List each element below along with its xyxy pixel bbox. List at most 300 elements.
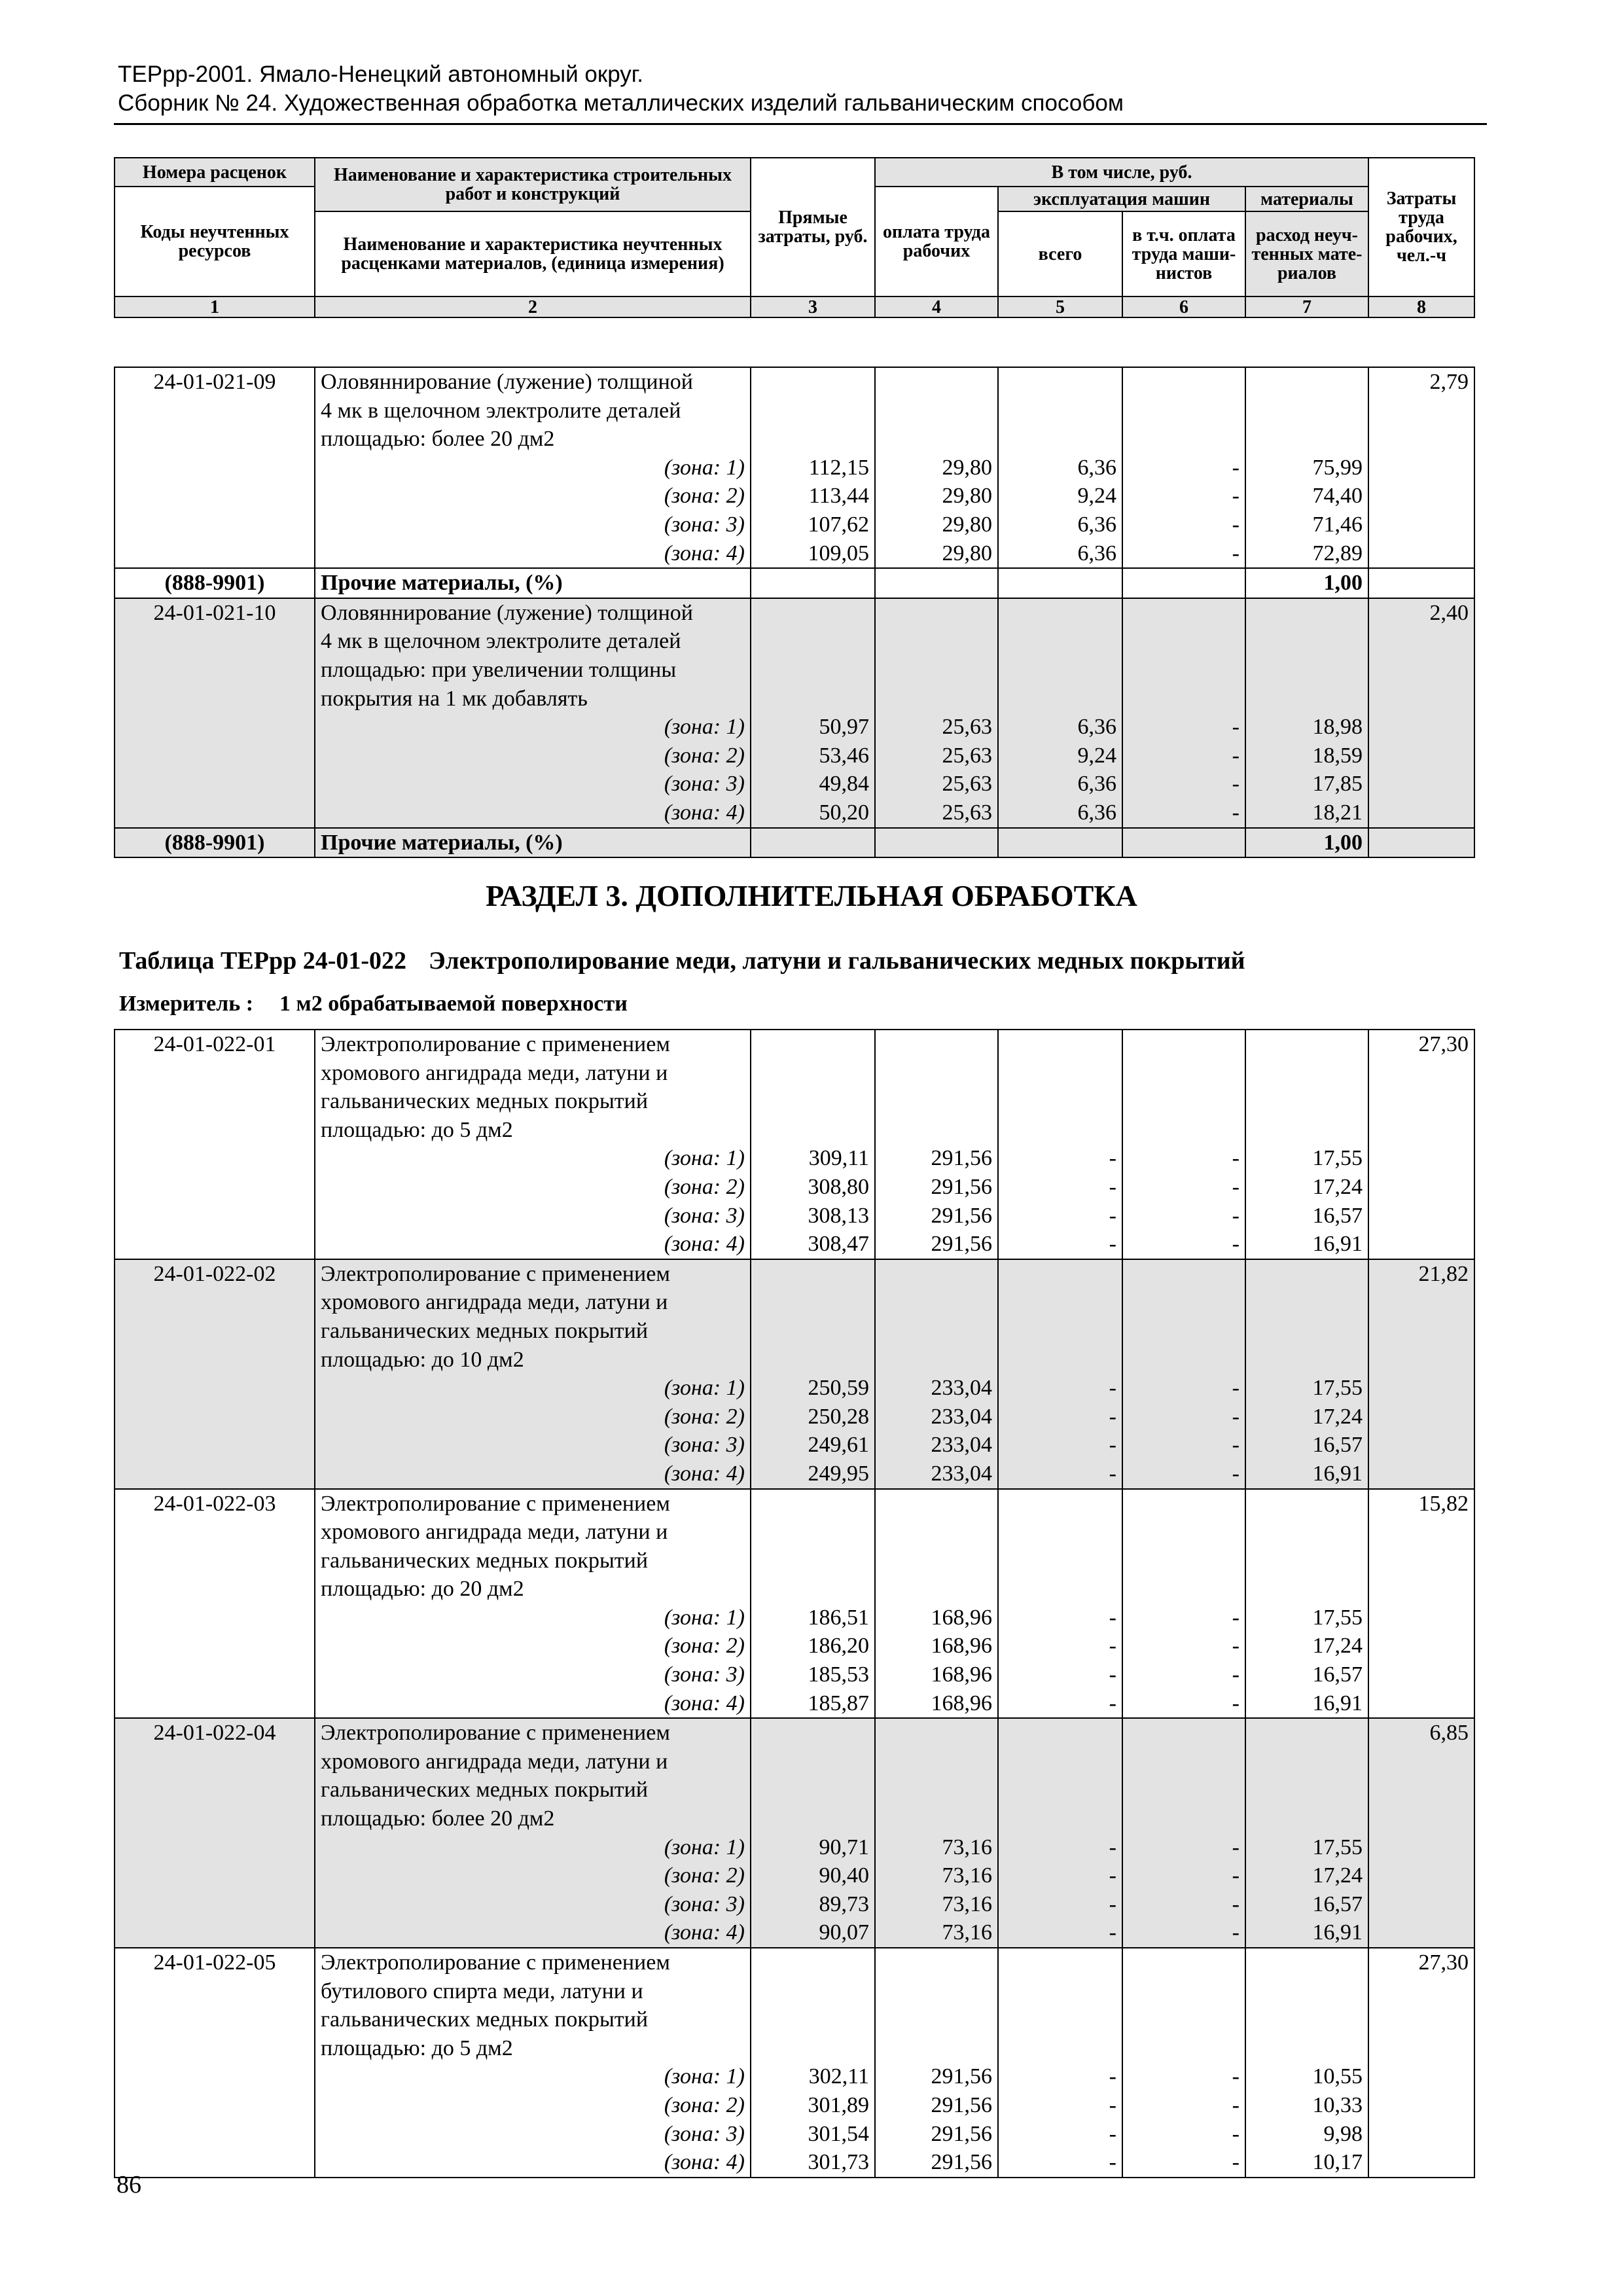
empty-cell (998, 828, 1122, 858)
machinist-pay-cell (1122, 1259, 1245, 1489)
table-name: Электрополирование меди, латуни и гальванических медных покрытий (429, 947, 1245, 975)
materials-cost: 18,21 (1312, 800, 1363, 825)
machinist-pay-cell (1122, 1030, 1245, 1259)
rates-table-bottom (114, 1029, 1475, 2178)
labor-pay: 29,80 (942, 455, 992, 480)
header-line-2: Сборник № 24. Художественная обработка металлических изделий гальваническим способом (118, 90, 1124, 116)
labor-pay-cell (875, 598, 998, 828)
machines-total: - (1109, 1605, 1116, 1630)
machines-cell (998, 1948, 1122, 2178)
page-number: 86 (116, 2171, 141, 2198)
rate-name-line: гальванических медных покрытий (321, 1089, 649, 1114)
machinist-pay: - (1232, 715, 1240, 740)
zone-label: (зона: 1) (664, 1376, 745, 1401)
materials-cell (1245, 1030, 1368, 1259)
col-res-name-header: Наименование и характеристика неучтенных расценками материалов, (единица измерения) (315, 211, 751, 296)
rate-name-line: Электрополирование с применением (321, 1032, 670, 1056)
rate-row (115, 598, 1474, 828)
empty-cell (875, 828, 998, 858)
rate-row (115, 1718, 1474, 1948)
col-num: 8 (1368, 296, 1474, 317)
labor-pay: 233,04 (931, 1433, 992, 1458)
zone-label: (зона: 3) (664, 772, 745, 797)
direct-cost-cell (751, 1948, 875, 2178)
material-name: Прочие материалы, (%) (315, 568, 751, 598)
rate-name (315, 1948, 751, 2178)
machines-total: - (1109, 1634, 1116, 1659)
col-num: 5 (998, 296, 1122, 317)
materials-cost: 10,55 (1312, 2064, 1363, 2089)
machines-total: 6,36 (1077, 800, 1116, 825)
direct-cost: 109,05 (808, 541, 869, 565)
labor-pay: 291,56 (931, 2121, 992, 2146)
rate-name-line: хромового ангидрада меди, латуни и (321, 1060, 668, 1085)
rate-name (315, 1259, 751, 1489)
direct-cost: 107,62 (808, 512, 869, 537)
machines-cell (998, 367, 1122, 568)
zone-label: (зона: 3) (664, 512, 745, 537)
rate-name-line: площадью: более 20 дм2 (321, 427, 555, 452)
zone-label: (зона: 1) (664, 1835, 745, 1859)
machines-total: - (1109, 1146, 1116, 1171)
labor-pay: 168,96 (931, 1605, 992, 1630)
direct-cost: 112,15 (808, 455, 869, 480)
direct-cost: 301,89 (808, 2092, 869, 2117)
zone-label: (зона: 2) (664, 1634, 745, 1659)
materials-cost: 17,24 (1312, 1634, 1363, 1659)
labor-pay: 233,04 (931, 1376, 992, 1401)
material-name: Прочие материалы, (%) (315, 828, 751, 858)
empty-cell (1368, 828, 1474, 858)
direct-cost: 250,28 (808, 1404, 869, 1429)
labor-pay: 73,16 (942, 1835, 992, 1859)
machines-cell (998, 1489, 1122, 1719)
labor-pay-cell (875, 1948, 998, 2178)
machines-total: 6,36 (1077, 772, 1116, 797)
machines-total: - (1109, 2121, 1116, 2146)
machinist-pay: - (1232, 1920, 1240, 1945)
labor-hours: 27,30 (1368, 1030, 1474, 1259)
machinist-pay: - (1232, 1892, 1240, 1916)
rate-code: 24-01-022-03 (115, 1489, 315, 1719)
page-header (118, 60, 1486, 118)
labor-pay: 291,56 (931, 2064, 992, 2089)
machines-total: 9,24 (1077, 743, 1116, 768)
direct-cost: 90,07 (819, 1920, 869, 1945)
rate-name-line: бутилового спирта меди, латуни и (321, 1979, 643, 2003)
machinist-pay: - (1232, 1461, 1240, 1486)
machines-total: 6,36 (1077, 512, 1116, 537)
materials-cell (1245, 1489, 1368, 1719)
machinist-pay: - (1232, 1835, 1240, 1859)
labor-pay: 25,63 (942, 743, 992, 768)
machines-total: 6,36 (1077, 715, 1116, 740)
rates-table-top (114, 367, 1475, 858)
zone-label: (зона: 4) (664, 1232, 745, 1257)
col-materials-header: материалы (1245, 187, 1368, 211)
direct-cost: 308,13 (808, 1203, 869, 1228)
machinist-pay: - (1232, 1404, 1240, 1429)
rate-name-line: 4 мк в щелочном электролите деталей (321, 398, 681, 423)
rate-code: 24-01-022-05 (115, 1948, 315, 2178)
table-title (119, 946, 1245, 975)
machinist-pay: - (1232, 1863, 1240, 1888)
materials-cost: 17,55 (1312, 1605, 1363, 1630)
header-line-1: ТЕРрр-2001. Ямало-Ненецкий автономный округ. (118, 62, 644, 87)
materials-cost: 72,89 (1312, 541, 1363, 565)
machinist-pay-cell (1122, 1718, 1245, 1948)
zone-label: (зона: 1) (664, 455, 745, 480)
machines-total: - (1109, 2064, 1116, 2089)
zone-label: (зона: 1) (664, 715, 745, 740)
materials-cell (1245, 598, 1368, 828)
direct-cost: 301,54 (808, 2121, 869, 2146)
machinist-pay: - (1232, 2092, 1240, 2117)
col-code-header: Номера расценок (115, 158, 315, 187)
labor-pay: 291,56 (931, 1174, 992, 1199)
labor-pay: 291,56 (931, 2092, 992, 2117)
direct-cost-cell (751, 367, 875, 568)
materials-cost: 16,91 (1312, 1920, 1363, 1945)
labor-pay: 73,16 (942, 1863, 992, 1888)
rate-name-line: Оловяннирование (лужение) толщиной (321, 370, 694, 394)
col-num: 6 (1122, 296, 1245, 317)
labor-pay-cell (875, 1718, 998, 1948)
materials-cost: 17,24 (1312, 1174, 1363, 1199)
rate-name-line: хромового ангидрада меди, латуни и (321, 1749, 668, 1774)
direct-cost: 186,51 (808, 1605, 869, 1630)
machinist-pay: - (1232, 1662, 1240, 1687)
rate-name-line: Электрополирование с применением (321, 1950, 670, 1975)
col-num: 3 (751, 296, 875, 317)
materials-cell (1245, 1718, 1368, 1948)
header-rule (114, 123, 1487, 125)
labor-pay: 291,56 (931, 1146, 992, 1171)
direct-cost: 301,73 (808, 2150, 869, 2175)
rate-name (315, 1030, 751, 1259)
zone-label: (зона: 2) (664, 2092, 745, 2117)
col-name-header: Наименование и характеристика строительных работ и конструкций (315, 158, 751, 211)
table-code: Таблица ТЕРрр 24-01-022 (119, 947, 407, 975)
rate-name-line: Электрополирование с применением (321, 1491, 670, 1516)
zone-label: (зона: 2) (664, 1404, 745, 1429)
materials-cost: 17,55 (1312, 1835, 1363, 1859)
machines-cell (998, 1259, 1122, 1489)
machinist-pay: - (1232, 1691, 1240, 1715)
col-machines-header: эксплуатация машин (998, 187, 1245, 211)
col-labor-header: Затраты труда рабочих, чел.-ч (1368, 158, 1474, 296)
labor-pay: 73,16 (942, 1892, 992, 1916)
direct-cost-cell (751, 1489, 875, 1719)
direct-cost: 308,80 (808, 1174, 869, 1199)
zone-label: (зона: 2) (664, 1863, 745, 1888)
machines-total: - (1109, 1203, 1116, 1228)
labor-pay-cell (875, 367, 998, 568)
materials-cost: 16,57 (1312, 1203, 1363, 1228)
material-row (115, 828, 1474, 858)
machines-total: 9,24 (1077, 484, 1116, 509)
zone-label: (зона: 3) (664, 1433, 745, 1458)
labor-pay: 291,56 (931, 1203, 992, 1228)
rate-name-line: площадью: до 5 дм2 (321, 1117, 513, 1142)
direct-cost: 250,59 (808, 1376, 869, 1401)
labor-pay: 291,56 (931, 2150, 992, 2175)
zone-label: (зона: 1) (664, 1605, 745, 1630)
machines-total: - (1109, 1174, 1116, 1199)
meter-label: Измеритель : (119, 992, 254, 1016)
empty-cell (1122, 828, 1245, 858)
materials-cell (1245, 1259, 1368, 1489)
rate-code: 24-01-022-02 (115, 1259, 315, 1489)
labor-pay-cell (875, 1489, 998, 1719)
direct-cost: 49,84 (819, 772, 869, 797)
materials-cell (1245, 1948, 1368, 2178)
rate-row (115, 1259, 1474, 1489)
direct-cost-cell (751, 1030, 875, 1259)
empty-cell (751, 568, 875, 598)
direct-cost: 90,40 (819, 1863, 869, 1888)
labor-hours: 15,82 (1368, 1489, 1474, 1719)
direct-cost: 89,73 (819, 1892, 869, 1916)
col-num: 2 (315, 296, 751, 317)
machines-total: - (1109, 2150, 1116, 2175)
zone-label: (зона: 4) (664, 541, 745, 565)
zone-label: (зона: 4) (664, 1691, 745, 1715)
section-title: РАЗДЕЛ 3. ДОПОЛНИТЕЛЬНАЯ ОБРАБОТКА (486, 879, 1137, 912)
materials-cost: 17,55 (1312, 1376, 1363, 1401)
rate-name (315, 598, 751, 828)
direct-cost: 90,71 (819, 1835, 869, 1859)
labor-hours: 6,85 (1368, 1718, 1474, 1948)
labor-pay: 168,96 (931, 1662, 992, 1687)
machinist-pay-cell (1122, 1948, 1245, 2178)
direct-cost: 113,44 (808, 484, 869, 509)
direct-cost: 50,97 (819, 715, 869, 740)
materials-cost: 16,91 (1312, 1461, 1363, 1486)
direct-cost-cell (751, 598, 875, 828)
direct-cost-cell (751, 1718, 875, 1948)
labor-hours: 21,82 (1368, 1259, 1474, 1489)
machinist-pay: - (1232, 455, 1240, 480)
machines-total: - (1109, 1863, 1116, 1888)
machinist-pay: - (1232, 484, 1240, 509)
machinist-pay: - (1232, 541, 1240, 565)
labor-hours: 2,79 (1368, 367, 1474, 568)
machinist-pay: - (1232, 512, 1240, 537)
machinist-pay-cell (1122, 598, 1245, 828)
col-num: 4 (875, 296, 998, 317)
direct-cost: 249,61 (808, 1433, 869, 1458)
labor-pay: 168,96 (931, 1634, 992, 1659)
col-res-code-header: Коды неучтенных ресурсов (115, 187, 315, 296)
machinist-pay: - (1232, 1232, 1240, 1257)
machinist-pay: - (1232, 1605, 1240, 1630)
labor-pay: 29,80 (942, 484, 992, 509)
rate-name-line: покрытия на 1 мк добавлять (321, 686, 588, 711)
rate-name-line: Оловяннирование (лужение) толщиной (321, 600, 694, 625)
direct-cost: 53,46 (819, 743, 869, 768)
machines-total: - (1109, 1461, 1116, 1486)
rate-name-line: площадью: до 20 дм2 (321, 1577, 524, 1602)
machines-total: - (1109, 1376, 1116, 1401)
machinist-pay: - (1232, 1634, 1240, 1659)
materials-cost: 17,85 (1312, 772, 1363, 797)
col-num: 1 (115, 296, 315, 317)
machines-total: - (1109, 1920, 1116, 1945)
zone-label: (зона: 3) (664, 1662, 745, 1687)
column-header-table (114, 157, 1475, 318)
labor-pay: 29,80 (942, 541, 992, 565)
zone-label: (зона: 3) (664, 1892, 745, 1916)
col-incl-header: В том числе, руб. (875, 158, 1368, 187)
materials-cost: 16,57 (1312, 1892, 1363, 1916)
rate-name-line: площадью: до 10 дм2 (321, 1347, 524, 1372)
materials-cost: 17,24 (1312, 1863, 1363, 1888)
zone-label: (зона: 4) (664, 1920, 745, 1945)
materials-cost: 18,98 (1312, 715, 1363, 740)
machinist-pay: - (1232, 772, 1240, 797)
zone-label: (зона: 3) (664, 1203, 745, 1228)
rate-name-line: площадью: до 5 дм2 (321, 2036, 513, 2060)
rate-name-line: Электрополирование с применением (321, 1721, 670, 1746)
machines-total: - (1109, 1892, 1116, 1916)
col-mat-use-header: расход неуч-тенных мате-риалов (1245, 211, 1368, 296)
zone-label: (зона: 4) (664, 2150, 745, 2175)
material-code: (888-9901) (115, 568, 315, 598)
direct-cost: 185,53 (808, 1662, 869, 1687)
rate-row (115, 367, 1474, 568)
materials-cost: 10,33 (1312, 2092, 1363, 2117)
rate-name-line: гальванических медных покрытий (321, 1548, 649, 1573)
machines-cell (998, 1030, 1122, 1259)
machines-total: - (1109, 1691, 1116, 1715)
machinist-pay: - (1232, 2150, 1240, 2175)
machines-total: - (1109, 2092, 1116, 2117)
materials-cost: 18,59 (1312, 743, 1363, 768)
rate-name-line: Электрополирование с применением (321, 1261, 670, 1286)
col-mach-pay-header: в т.ч. оплата труда маши-нистов (1122, 211, 1245, 296)
labor-hours: 2,40 (1368, 598, 1474, 828)
material-value: 1,00 (1245, 568, 1368, 598)
rate-row (115, 1948, 1474, 2178)
materials-cost: 16,57 (1312, 1433, 1363, 1458)
machinist-pay: - (1232, 2121, 1240, 2146)
labor-pay: 291,56 (931, 1232, 992, 1257)
direct-cost: 186,20 (808, 1634, 869, 1659)
rate-name-line: гальванических медных покрытий (321, 1778, 649, 1803)
direct-cost: 50,20 (819, 800, 869, 825)
machines-total: - (1109, 1433, 1116, 1458)
materials-cost: 16,91 (1312, 1232, 1363, 1257)
machinist-pay: - (1232, 2064, 1240, 2089)
direct-cost-cell (751, 1259, 875, 1489)
materials-cost: 16,57 (1312, 1662, 1363, 1687)
zone-label: (зона: 2) (664, 1174, 745, 1199)
machinist-pay: - (1232, 1203, 1240, 1228)
material-value: 1,00 (1245, 828, 1368, 858)
empty-cell (1122, 568, 1245, 598)
machinist-pay: - (1232, 1433, 1240, 1458)
materials-cell (1245, 367, 1368, 568)
labor-pay: 25,63 (942, 772, 992, 797)
direct-cost: 309,11 (808, 1146, 869, 1171)
direct-cost: 302,11 (808, 2064, 869, 2089)
rate-name-line: площадью: при увеличении толщины (321, 657, 677, 682)
machines-cell (998, 598, 1122, 828)
machinist-pay: - (1232, 743, 1240, 768)
rate-name-line: гальванических медных покрытий (321, 2007, 649, 2032)
materials-cost: 75,99 (1312, 455, 1363, 480)
labor-pay: 29,80 (942, 512, 992, 537)
rate-code: 24-01-021-09 (115, 367, 315, 568)
direct-cost: 249,95 (808, 1461, 869, 1486)
zone-label: (зона: 1) (664, 1146, 745, 1171)
rate-code: 24-01-022-04 (115, 1718, 315, 1948)
materials-cost: 9,98 (1323, 2121, 1363, 2146)
machinist-pay: - (1232, 1146, 1240, 1171)
empty-cell (998, 568, 1122, 598)
material-row (115, 568, 1474, 598)
machines-total: 6,36 (1077, 455, 1116, 480)
machines-total: - (1109, 1835, 1116, 1859)
rate-name-line: 4 мк в щелочном электролите деталей (321, 629, 681, 654)
materials-cost: 74,40 (1312, 484, 1363, 509)
labor-pay: 233,04 (931, 1404, 992, 1429)
machinist-pay: - (1232, 1376, 1240, 1401)
machines-total: - (1109, 1232, 1116, 1257)
zone-label: (зона: 4) (664, 1461, 745, 1486)
labor-hours: 27,30 (1368, 1948, 1474, 2178)
empty-cell (875, 568, 998, 598)
material-code: (888-9901) (115, 828, 315, 858)
zone-label: (зона: 2) (664, 743, 745, 768)
meter-line (119, 992, 628, 1016)
rate-name-line: гальванических медных покрытий (321, 1318, 649, 1343)
zone-label: (зона: 2) (664, 484, 745, 509)
meter-value: 1 м2 обрабатываемой поверхности (279, 992, 628, 1016)
col-total-header: всего (998, 211, 1122, 296)
machines-cell (998, 1718, 1122, 1948)
zone-label: (зона: 1) (664, 2064, 745, 2089)
machinist-pay: - (1232, 800, 1240, 825)
empty-cell (751, 828, 875, 858)
rate-code: 24-01-021-10 (115, 598, 315, 828)
direct-cost: 185,87 (808, 1691, 869, 1715)
labor-pay: 25,63 (942, 800, 992, 825)
materials-cost: 71,46 (1312, 512, 1363, 537)
machines-total: 6,36 (1077, 541, 1116, 565)
labor-pay: 25,63 (942, 715, 992, 740)
machines-total: - (1109, 1662, 1116, 1687)
col-num: 7 (1245, 296, 1368, 317)
rate-name-line: площадью: более 20 дм2 (321, 1806, 555, 1831)
labor-pay-cell (875, 1030, 998, 1259)
zone-label: (зона: 3) (664, 2121, 745, 2146)
labor-pay: 233,04 (931, 1461, 992, 1486)
materials-cost: 17,55 (1312, 1146, 1363, 1171)
col-direct-header: Прямые затраты, руб. (751, 158, 875, 296)
col-labor-pay-header: оплата труда рабочих (875, 187, 998, 296)
machinist-pay-cell (1122, 1489, 1245, 1719)
rate-name (315, 367, 751, 568)
rate-name (315, 1718, 751, 1948)
zone-label: (зона: 4) (664, 800, 745, 825)
materials-cost: 16,91 (1312, 1691, 1363, 1715)
machinist-pay-cell (1122, 367, 1245, 568)
materials-cost: 10,17 (1312, 2150, 1363, 2175)
rate-name-line: хромового ангидрада меди, латуни и (321, 1290, 668, 1315)
labor-pay: 168,96 (931, 1691, 992, 1715)
